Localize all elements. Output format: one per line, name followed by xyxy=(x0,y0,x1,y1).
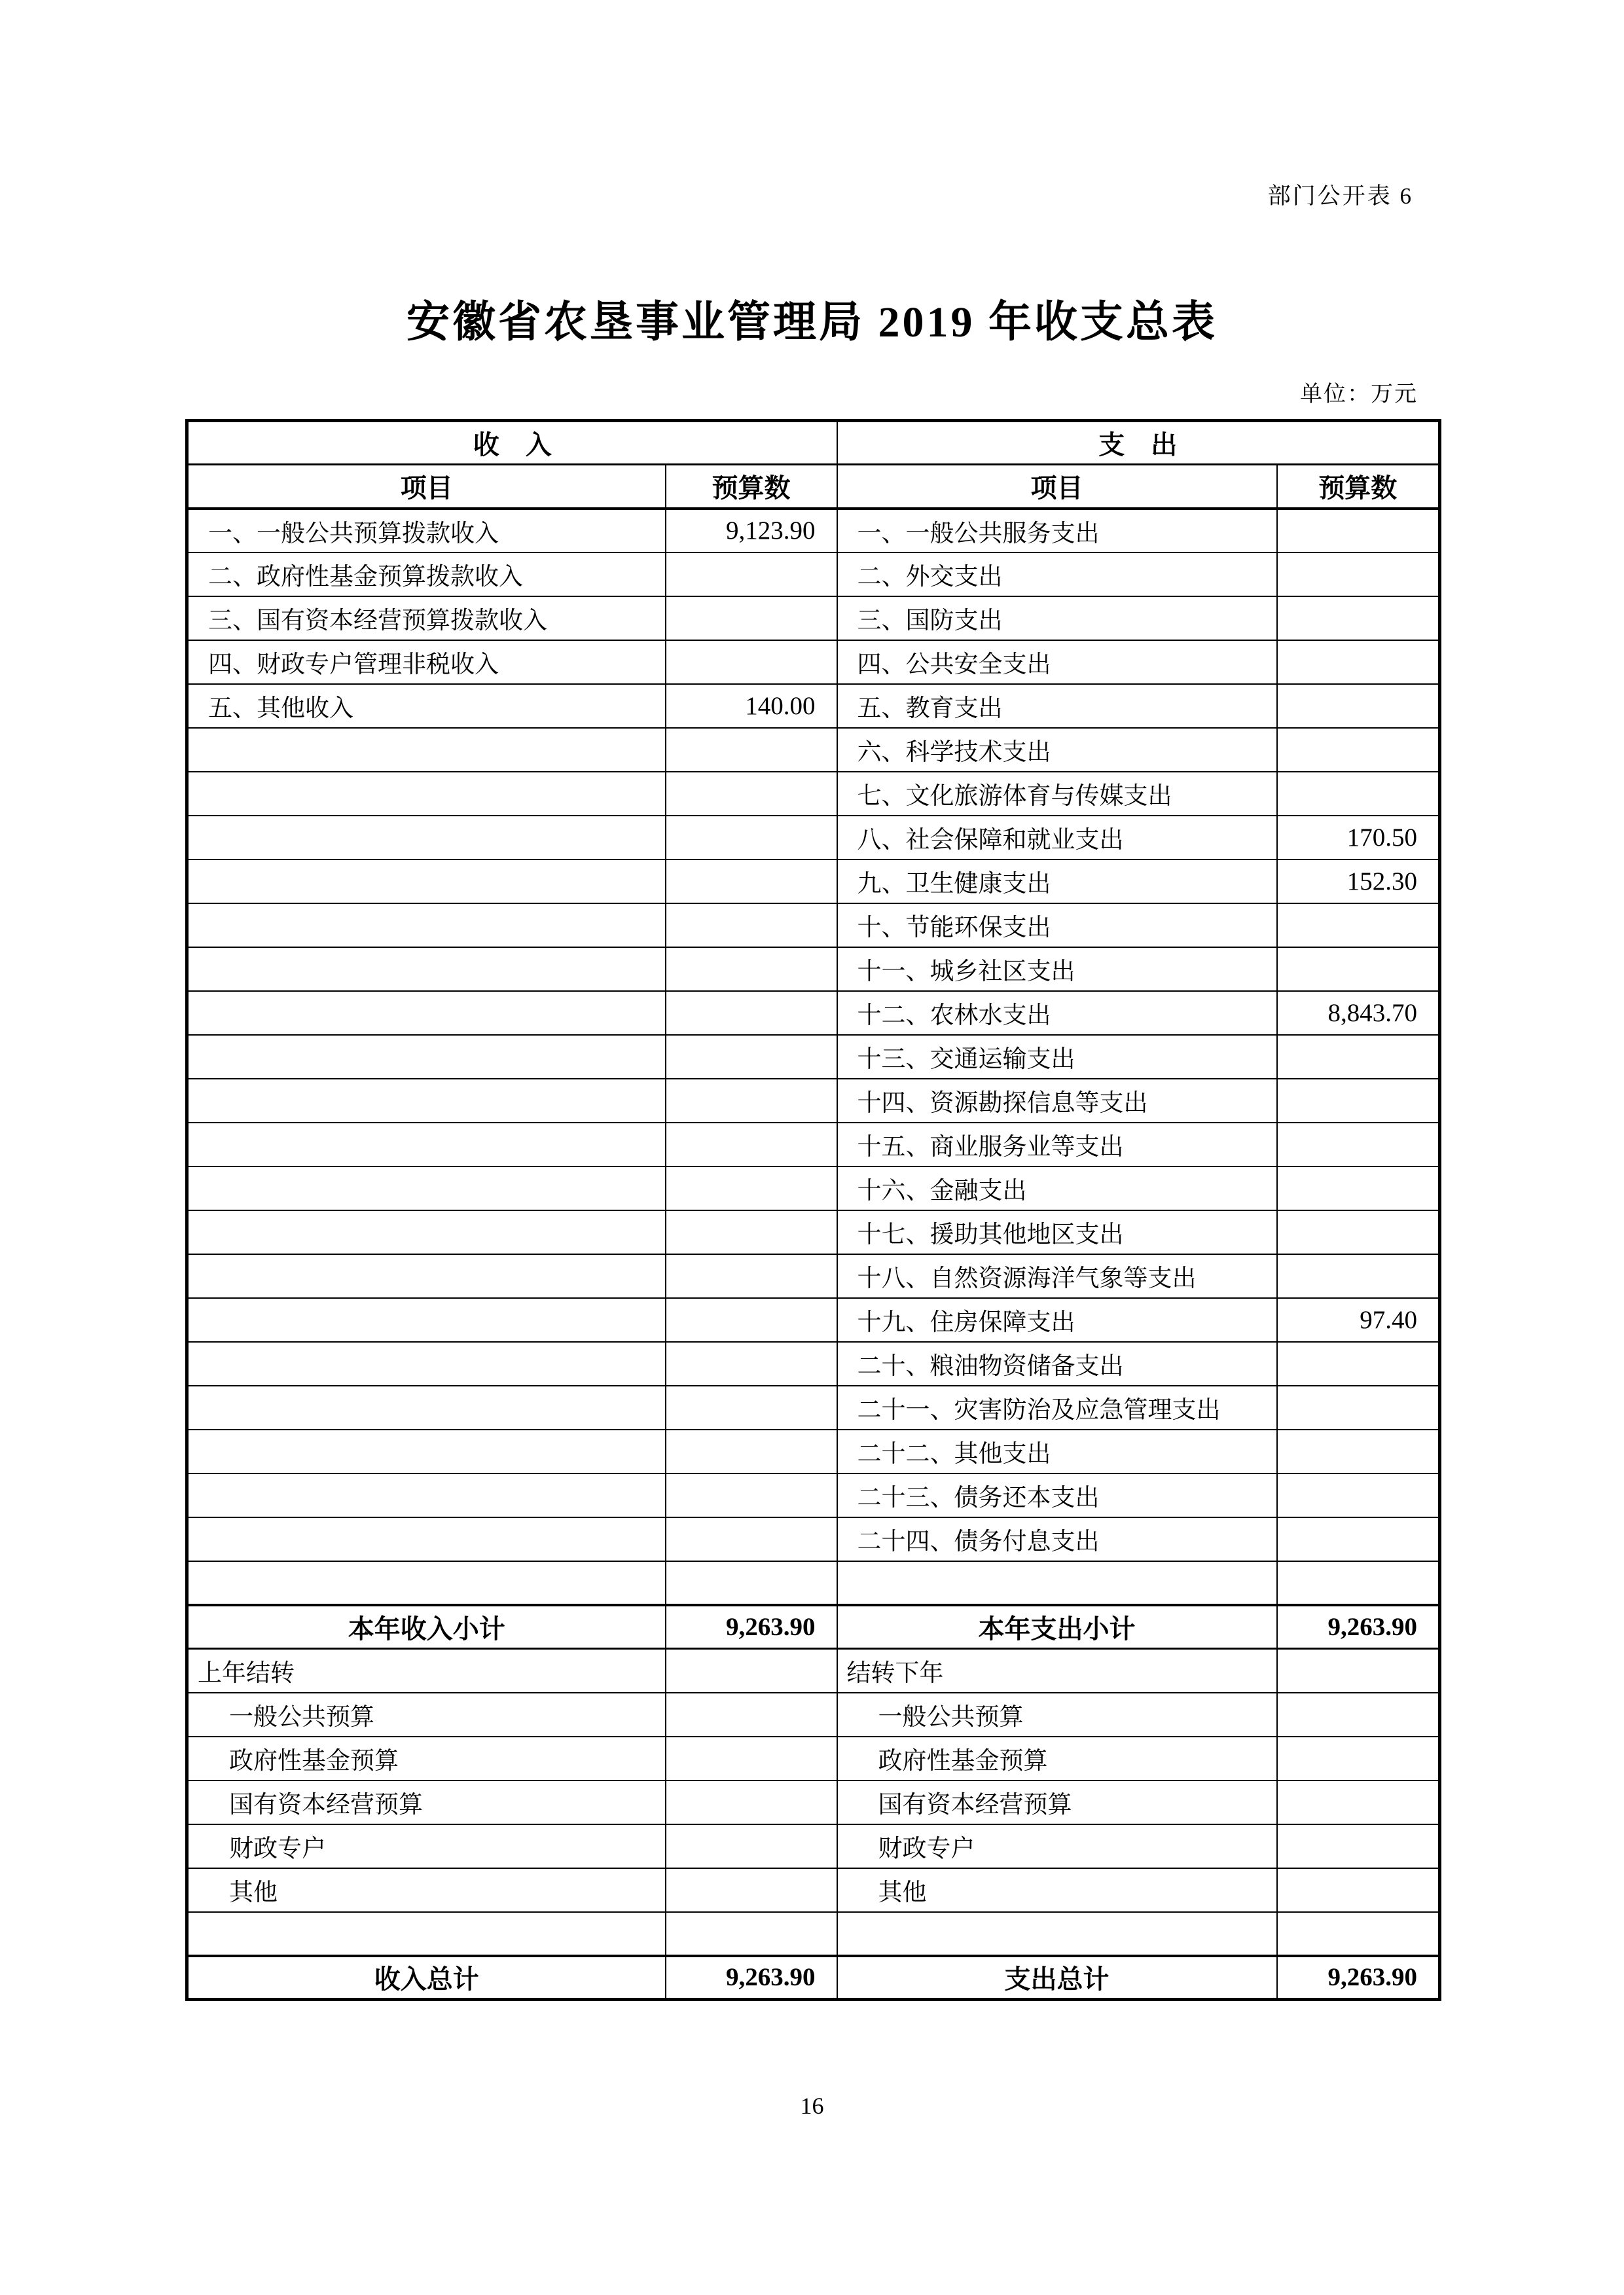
income-budget-cell: 9,263.90 xyxy=(666,1605,837,1649)
income-item-cell xyxy=(187,1430,666,1473)
table-row xyxy=(187,947,1440,991)
income-budget-cell xyxy=(666,1254,837,1298)
expense-budget-cell xyxy=(1277,772,1440,816)
expense-budget-cell: 170.50 xyxy=(1277,816,1440,859)
income-budget-cell xyxy=(666,1737,837,1780)
expense-budget-cell xyxy=(1277,509,1440,552)
income-item-header: 项目 xyxy=(187,465,666,509)
income-budget-cell xyxy=(666,640,837,684)
table-row xyxy=(187,1254,1440,1298)
expense-budget-header: 预算数 xyxy=(1277,465,1440,509)
income-item-cell: 国有资本经营预算 xyxy=(187,1780,666,1824)
expense-item-cell: 十九、住房保障支出 xyxy=(837,1298,1277,1342)
expense-item-cell: 十、节能环保支出 xyxy=(837,903,1277,947)
income-budget-cell xyxy=(666,1693,837,1737)
expense-item-cell: 十八、自然资源海洋气象等支出 xyxy=(837,1254,1277,1298)
table-row xyxy=(187,1342,1440,1386)
page-number: 16 xyxy=(800,2093,824,2119)
income-budget-cell xyxy=(666,728,837,772)
income-budget-cell: 140.00 xyxy=(666,684,837,728)
expense-item-cell: 十四、资源勘探信息等支出 xyxy=(837,1079,1277,1123)
table-row xyxy=(187,684,1440,728)
table-row xyxy=(187,859,1440,903)
expense-budget-cell xyxy=(1277,596,1440,640)
expense-item-header: 项目 xyxy=(837,465,1277,509)
expense-item-cell: 其他 xyxy=(837,1868,1277,1912)
expense-budget-cell xyxy=(1277,552,1440,596)
income-item-cell xyxy=(187,1123,666,1166)
expense-budget-cell xyxy=(1277,1824,1440,1868)
income-budget-cell xyxy=(666,1561,837,1605)
expense-budget-cell xyxy=(1277,947,1440,991)
unit-label: 单位：万元 xyxy=(1300,382,1418,407)
expense-section-header: 支 出 xyxy=(837,421,1440,465)
income-budget-cell xyxy=(666,1123,837,1166)
expense-item-cell: 本年支出小计 xyxy=(837,1605,1277,1649)
expense-item-cell: 三、国防支出 xyxy=(837,596,1277,640)
income-budget-cell xyxy=(666,1824,837,1868)
income-item-cell: 五、其他收入 xyxy=(187,684,666,728)
expense-budget-cell: 9,263.90 xyxy=(1277,1956,1440,2000)
budget-table-body xyxy=(187,509,1440,2000)
income-item-cell: 财政专户 xyxy=(187,1824,666,1868)
expense-budget-cell xyxy=(1277,903,1440,947)
table-row xyxy=(187,1298,1440,1342)
income-item-cell xyxy=(187,1166,666,1210)
table-row xyxy=(187,552,1440,596)
income-budget-cell xyxy=(666,1386,837,1430)
expense-budget-cell: 152.30 xyxy=(1277,859,1440,903)
expense-budget-cell xyxy=(1277,1649,1440,1693)
expense-budget-cell xyxy=(1277,728,1440,772)
income-item-cell xyxy=(187,947,666,991)
income-budget-cell: 9,123.90 xyxy=(666,509,837,552)
income-item-cell xyxy=(187,1561,666,1605)
income-item-cell: 一、一般公共预算拨款收入 xyxy=(187,509,666,552)
income-budget-cell xyxy=(666,596,837,640)
table-row xyxy=(187,1123,1440,1166)
expense-budget-cell: 97.40 xyxy=(1277,1298,1440,1342)
expense-budget-cell xyxy=(1277,1035,1440,1079)
table-row xyxy=(187,1956,1440,2000)
income-item-cell xyxy=(187,1035,666,1079)
income-budget-cell xyxy=(666,1298,837,1342)
group-header-row xyxy=(187,421,1440,465)
income-budget-cell xyxy=(666,903,837,947)
expense-item-cell: 一般公共预算 xyxy=(837,1693,1277,1737)
table-row xyxy=(187,1737,1440,1780)
income-item-cell xyxy=(187,1079,666,1123)
income-item-cell xyxy=(187,1473,666,1517)
expense-budget-cell xyxy=(1277,1517,1440,1561)
table-row xyxy=(187,1430,1440,1473)
expense-item-cell: 二、外交支出 xyxy=(837,552,1277,596)
income-item-cell: 一般公共预算 xyxy=(187,1693,666,1737)
income-item-cell xyxy=(187,1298,666,1342)
table-row xyxy=(187,816,1440,859)
income-item-cell xyxy=(187,816,666,859)
expense-budget-cell xyxy=(1277,1430,1440,1473)
table-row xyxy=(187,1824,1440,1868)
income-budget-cell xyxy=(666,1430,837,1473)
table-row xyxy=(187,1649,1440,1693)
income-budget-cell xyxy=(666,1079,837,1123)
table-row xyxy=(187,1693,1440,1737)
expense-item-cell: 四、公共安全支出 xyxy=(837,640,1277,684)
table-row xyxy=(187,596,1440,640)
expense-budget-cell xyxy=(1277,1123,1440,1166)
table-row xyxy=(187,991,1440,1035)
income-item-cell xyxy=(187,903,666,947)
income-section-header: 收 入 xyxy=(187,421,837,465)
income-budget-cell xyxy=(666,1210,837,1254)
income-budget-cell xyxy=(666,1649,837,1693)
expense-budget-cell xyxy=(1277,1693,1440,1737)
expense-item-cell: 九、卫生健康支出 xyxy=(837,859,1277,903)
expense-budget-cell xyxy=(1277,1473,1440,1517)
income-item-cell xyxy=(187,1210,666,1254)
income-item-cell xyxy=(187,1912,666,1956)
income-item-cell xyxy=(187,859,666,903)
income-item-cell xyxy=(187,991,666,1035)
table-row xyxy=(187,1079,1440,1123)
income-budget-cell xyxy=(666,859,837,903)
expense-budget-cell xyxy=(1277,1386,1440,1430)
expense-budget-cell xyxy=(1277,1342,1440,1386)
income-budget-cell: 9,263.90 xyxy=(666,1956,837,2000)
income-budget-cell xyxy=(666,1166,837,1210)
table-row xyxy=(187,1166,1440,1210)
income-budget-cell xyxy=(666,772,837,816)
expense-item-cell: 二十四、债务付息支出 xyxy=(837,1517,1277,1561)
income-item-cell xyxy=(187,1342,666,1386)
expense-budget-cell xyxy=(1277,1166,1440,1210)
income-item-cell xyxy=(187,1517,666,1561)
table-row xyxy=(187,1386,1440,1430)
income-budget-cell xyxy=(666,1473,837,1517)
income-item-cell: 收入总计 xyxy=(187,1956,666,2000)
table-row xyxy=(187,903,1440,947)
income-budget-cell xyxy=(666,1912,837,1956)
income-item-cell xyxy=(187,1386,666,1430)
table-row xyxy=(187,1868,1440,1912)
income-budget-cell xyxy=(666,991,837,1035)
table-row xyxy=(187,1605,1440,1649)
table-row xyxy=(187,1035,1440,1079)
table-row xyxy=(187,1561,1440,1605)
expense-item-cell: 五、教育支出 xyxy=(837,684,1277,728)
table-row xyxy=(187,772,1440,816)
expense-item-cell xyxy=(837,1561,1277,1605)
expense-item-cell: 十七、援助其他地区支出 xyxy=(837,1210,1277,1254)
income-budget-cell xyxy=(666,1035,837,1079)
expense-item-cell: 财政专户 xyxy=(837,1824,1277,1868)
table-row xyxy=(187,1517,1440,1561)
income-budget-header: 预算数 xyxy=(666,465,837,509)
expense-item-cell: 二十一、灾害防治及应急管理支出 xyxy=(837,1386,1277,1430)
expense-budget-cell xyxy=(1277,1254,1440,1298)
income-budget-cell xyxy=(666,1780,837,1824)
expense-item-cell: 十六、金融支出 xyxy=(837,1166,1277,1210)
income-item-cell xyxy=(187,728,666,772)
income-budget-cell xyxy=(666,1868,837,1912)
expense-item-cell: 结转下年 xyxy=(837,1649,1277,1693)
expense-budget-cell xyxy=(1277,1210,1440,1254)
income-item-cell: 二、政府性基金预算拨款收入 xyxy=(187,552,666,596)
expense-item-cell: 十三、交通运输支出 xyxy=(837,1035,1277,1079)
income-item-cell: 政府性基金预算 xyxy=(187,1737,666,1780)
expense-item-cell xyxy=(837,1912,1277,1956)
income-item-cell: 上年结转 xyxy=(187,1649,666,1693)
expense-item-cell: 十一、城乡社区支出 xyxy=(837,947,1277,991)
table-row xyxy=(187,728,1440,772)
expense-budget-cell xyxy=(1277,1737,1440,1780)
expense-item-cell: 国有资本经营预算 xyxy=(837,1780,1277,1824)
income-budget-cell xyxy=(666,947,837,991)
expense-item-cell: 六、科学技术支出 xyxy=(837,728,1277,772)
expense-item-cell: 二十二、其他支出 xyxy=(837,1430,1277,1473)
table-row xyxy=(187,1780,1440,1824)
expense-budget-cell xyxy=(1277,684,1440,728)
expense-budget-cell: 9,263.90 xyxy=(1277,1605,1440,1649)
income-item-cell: 本年收入小计 xyxy=(187,1605,666,1649)
income-budget-cell xyxy=(666,816,837,859)
corner-label: 部门公开表 6 xyxy=(1267,183,1413,209)
table-row xyxy=(187,1473,1440,1517)
expense-budget-cell xyxy=(1277,1561,1440,1605)
table-row xyxy=(187,509,1440,552)
page-title: 安徽省农垦事业管理局 2019 年收支总表 xyxy=(406,298,1218,346)
income-item-cell xyxy=(187,772,666,816)
expense-item-cell: 支出总计 xyxy=(837,1956,1277,2000)
expense-item-cell: 政府性基金预算 xyxy=(837,1737,1277,1780)
income-budget-cell xyxy=(666,1517,837,1561)
table-row xyxy=(187,640,1440,684)
expense-item-cell: 十二、农林水支出 xyxy=(837,991,1277,1035)
expense-item-cell: 八、社会保障和就业支出 xyxy=(837,816,1277,859)
income-item-cell: 三、国有资本经营预算拨款收入 xyxy=(187,596,666,640)
expense-item-cell: 十五、商业服务业等支出 xyxy=(837,1123,1277,1166)
income-budget-cell xyxy=(666,552,837,596)
expense-item-cell: 一、一般公共服务支出 xyxy=(837,509,1277,552)
income-item-cell xyxy=(187,1254,666,1298)
income-budget-cell xyxy=(666,1342,837,1386)
expense-budget-cell xyxy=(1277,1868,1440,1912)
expense-item-cell: 七、文化旅游体育与传媒支出 xyxy=(837,772,1277,816)
expense-budget-cell xyxy=(1277,640,1440,684)
budget-table xyxy=(185,419,1441,2001)
column-header-row xyxy=(187,465,1440,509)
expense-budget-cell: 8,843.70 xyxy=(1277,991,1440,1035)
income-item-cell: 四、财政专户管理非税收入 xyxy=(187,640,666,684)
expense-budget-cell xyxy=(1277,1780,1440,1824)
table-row xyxy=(187,1210,1440,1254)
expense-budget-cell xyxy=(1277,1079,1440,1123)
income-item-cell: 其他 xyxy=(187,1868,666,1912)
expense-item-cell: 二十、粮油物资储备支出 xyxy=(837,1342,1277,1386)
expense-item-cell: 二十三、债务还本支出 xyxy=(837,1473,1277,1517)
expense-budget-cell xyxy=(1277,1912,1440,1956)
table-row xyxy=(187,1912,1440,1956)
